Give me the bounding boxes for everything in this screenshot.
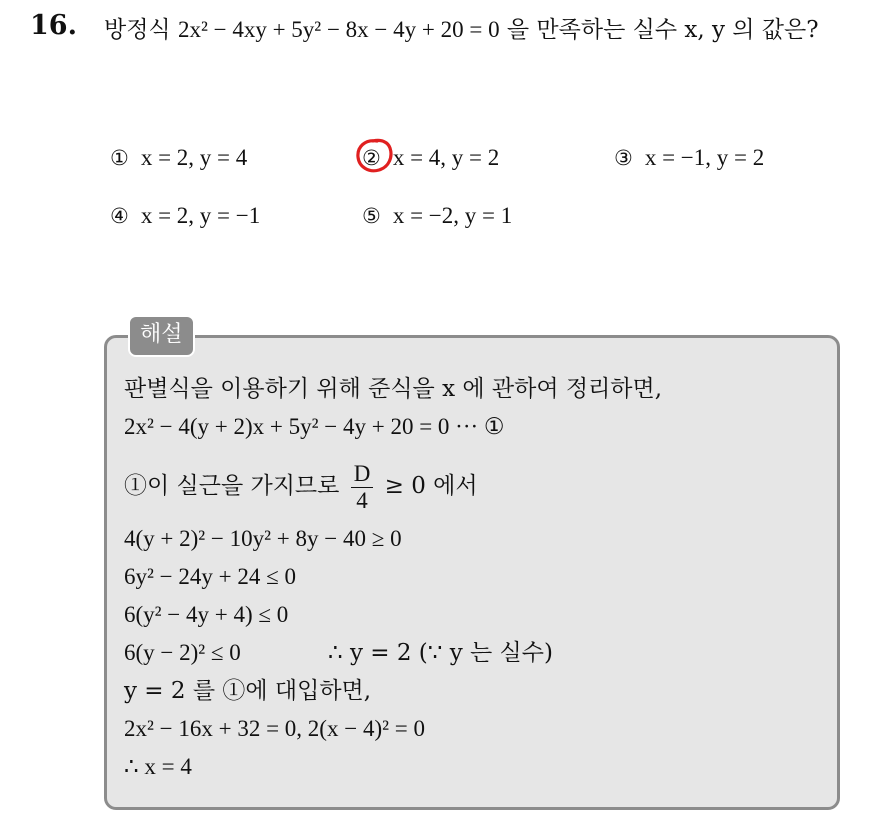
solution-line-10: ∴ x = 4 bbox=[124, 754, 192, 779]
choice-text: x = 2, y = 4 bbox=[140, 145, 248, 170]
solution-line-2: 2x² − 4(y + 2)x + 5y² − 4y + 20 = 0 ··· ① bbox=[124, 414, 505, 439]
solution-line-7a: 6(y − 2)² ≤ 0 bbox=[124, 640, 241, 665]
choice-text: x = 2, y = −1 bbox=[140, 203, 261, 228]
choice-3[interactable] bbox=[614, 142, 764, 174]
solution-line-9: 2x² − 16x + 32 = 0, 2(x − 4)² = 0 bbox=[124, 716, 425, 741]
choice-number: ⑤ bbox=[362, 204, 381, 228]
solution-line-3-suffix: ≥ 0 에서 bbox=[377, 473, 478, 499]
solution-line-4: 4(y + 2)² − 10y² + 8y − 40 ≥ 0 bbox=[124, 526, 402, 551]
choice-number: ④ bbox=[110, 204, 129, 228]
solution-line-8: y = 2 를 ①에 대입하면, bbox=[124, 678, 372, 704]
solution-label: 해설 bbox=[128, 315, 195, 357]
choice-2[interactable] bbox=[362, 142, 499, 174]
question-suffix: 을 만족하는 실수 x, y 의 값은? bbox=[499, 17, 819, 43]
choice-number: ② bbox=[362, 146, 381, 170]
solution-line-1: 판별식을 이용하기 위해 준식을 x 에 관하여 정리하면, bbox=[124, 376, 663, 402]
solution-line-3 bbox=[124, 458, 478, 514]
choice-text: x = 4, y = 2 bbox=[392, 145, 500, 170]
choice-1[interactable] bbox=[110, 142, 247, 174]
choice-5[interactable] bbox=[362, 200, 512, 232]
question-text bbox=[104, 10, 874, 50]
choice-4[interactable] bbox=[110, 200, 260, 232]
choice-number: ③ bbox=[614, 146, 633, 170]
solution-line-7b: ∴ y = 2 (∵ y 는 실수) bbox=[328, 640, 553, 666]
fraction-d-over-4 bbox=[351, 461, 374, 514]
question-equation: 2x² − 4xy + 5y² − 8x − 4y + 20 = 0 bbox=[177, 17, 500, 42]
choice-number: ① bbox=[110, 146, 129, 170]
solution-line-6: 6(y² − 4y + 4) ≤ 0 bbox=[124, 602, 289, 627]
solution-line-5: 6y² − 24y + 24 ≤ 0 bbox=[124, 564, 296, 589]
problem-number: 16. bbox=[30, 10, 77, 41]
choice-text: x = −1, y = 2 bbox=[644, 145, 765, 170]
choice-text: x = −2, y = 1 bbox=[392, 203, 513, 228]
fraction-numerator: D bbox=[351, 461, 374, 488]
question-prefix: 방정식 bbox=[104, 17, 178, 43]
solution-line-3-prefix: ①이 실근을 가지므로 bbox=[124, 473, 347, 499]
fraction-denominator: 4 bbox=[356, 487, 368, 513]
